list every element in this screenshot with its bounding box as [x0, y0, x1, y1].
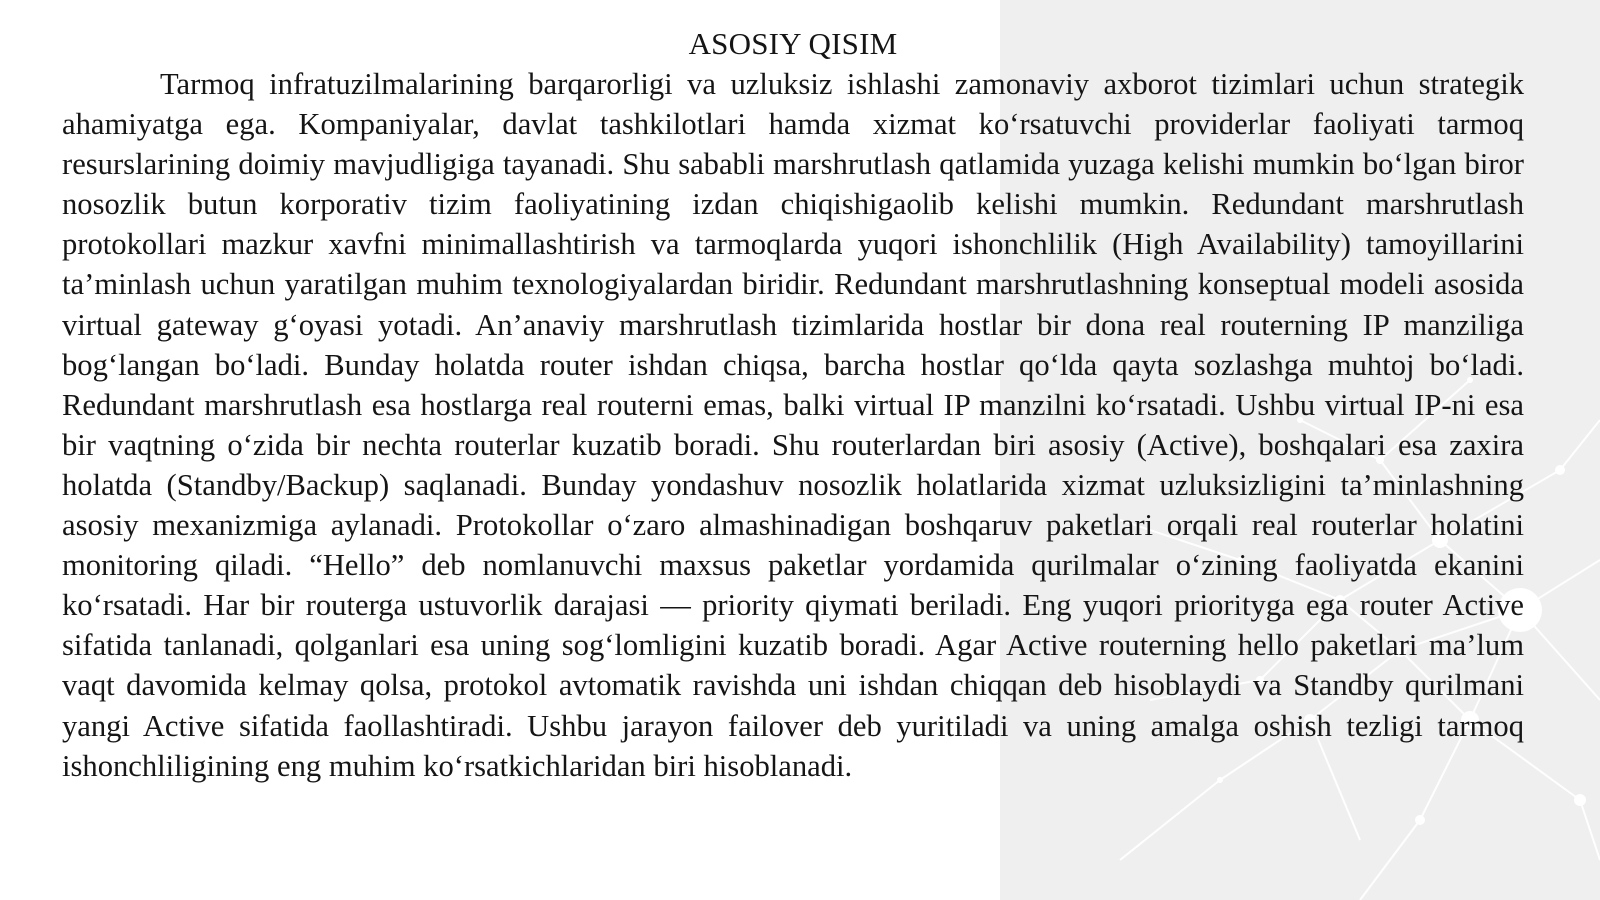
- body-paragraph: Tarmoq infratuzilmalarining barqarorligi va uzluksiz ishlashi zamonaviy axborot tizimlari uchun strategik ahamiyatga ega. Kompaniyalar, davlat tashkilotlari hamda xizmat ko‘rsatuvchi providerlar faoliyati tarmoq resurslarining doimiy mavjudligiga tayanadi. Shu sababli marshrutlash qatlamida yuzaga kelishi mumkin bo‘lgan biror nosozlik butun korporativ tizim faoliyatining izdan chiqishigaolib kelishi mumkin. Redundant marshrutlash protokollari mazkur xavfni minimallashtirish va tarmoqlarda yuqori ishonchlilik (High Availability) tamoyillarini ta’minlash uchun yaratilgan muhim texnologiyalardan biridir. Redundant marshrutlashning konseptual modeli asosida virtual gateway g‘oyasi yotadi. An’anaviy marshrutlash tizimlarida hostlar bir dona real routerning IP manziliga bog‘langan bo‘ladi. Bunday holatda router ishdan chiqsa, barcha hostlar qo‘lda qayta sozlashga muhtoj bo‘ladi. Redundant marshrutlash esa hostlarga real routerni emas, balki virtual IP manzilni ko‘rsatadi. Ushbu virtual IP-ni esa bir vaqtning o‘zida bir nechta routerlar kuzatib boradi. Shu routerlardan biri asosiy (Active), boshqalari esa zaxira holatda (Standby/Backup) saqlanadi. Bunday yondashuv nosozlik holatlarida xizmat uzluksizligini ta’minlashning asosiy mexanizmiga aylanadi. Protokollar o‘zaro almashinadigan boshqaruv paketlari orqali real routerlar holatini monitoring qiladi. “Hello” deb nomlanuvchi maxsus paketlar yordamida qurilmalar o‘zining faoliyatda ekanini ko‘rsatadi. Har bir routerga ustuvorlik darajasi — priority qiymati beriladi. Eng yuqori priorityga ega router Active sifatida tanlanadi, qolganlari esa uning sog‘lomligini kuzatib boradi. Agar Active routerning hello paketlari ma’lum vaqt davomida kelmay qolsa, protokol avtomatik ravishda uni ishdan chiqqan deb hisoblaydi va Standby qurilmani yangi Active sifatida faollashtiradi. Ushbu jarayon failover deb yuritiladi va uning amalga oshish tezligi tarmoq ishonchliligining eng muhim ko‘rsatkichlaridan biri hisoblanadi.: [62, 67, 1524, 783]
- document-title: ASOSIY QISIM: [688, 26, 898, 61]
- document-content: [62, 24, 1524, 786]
